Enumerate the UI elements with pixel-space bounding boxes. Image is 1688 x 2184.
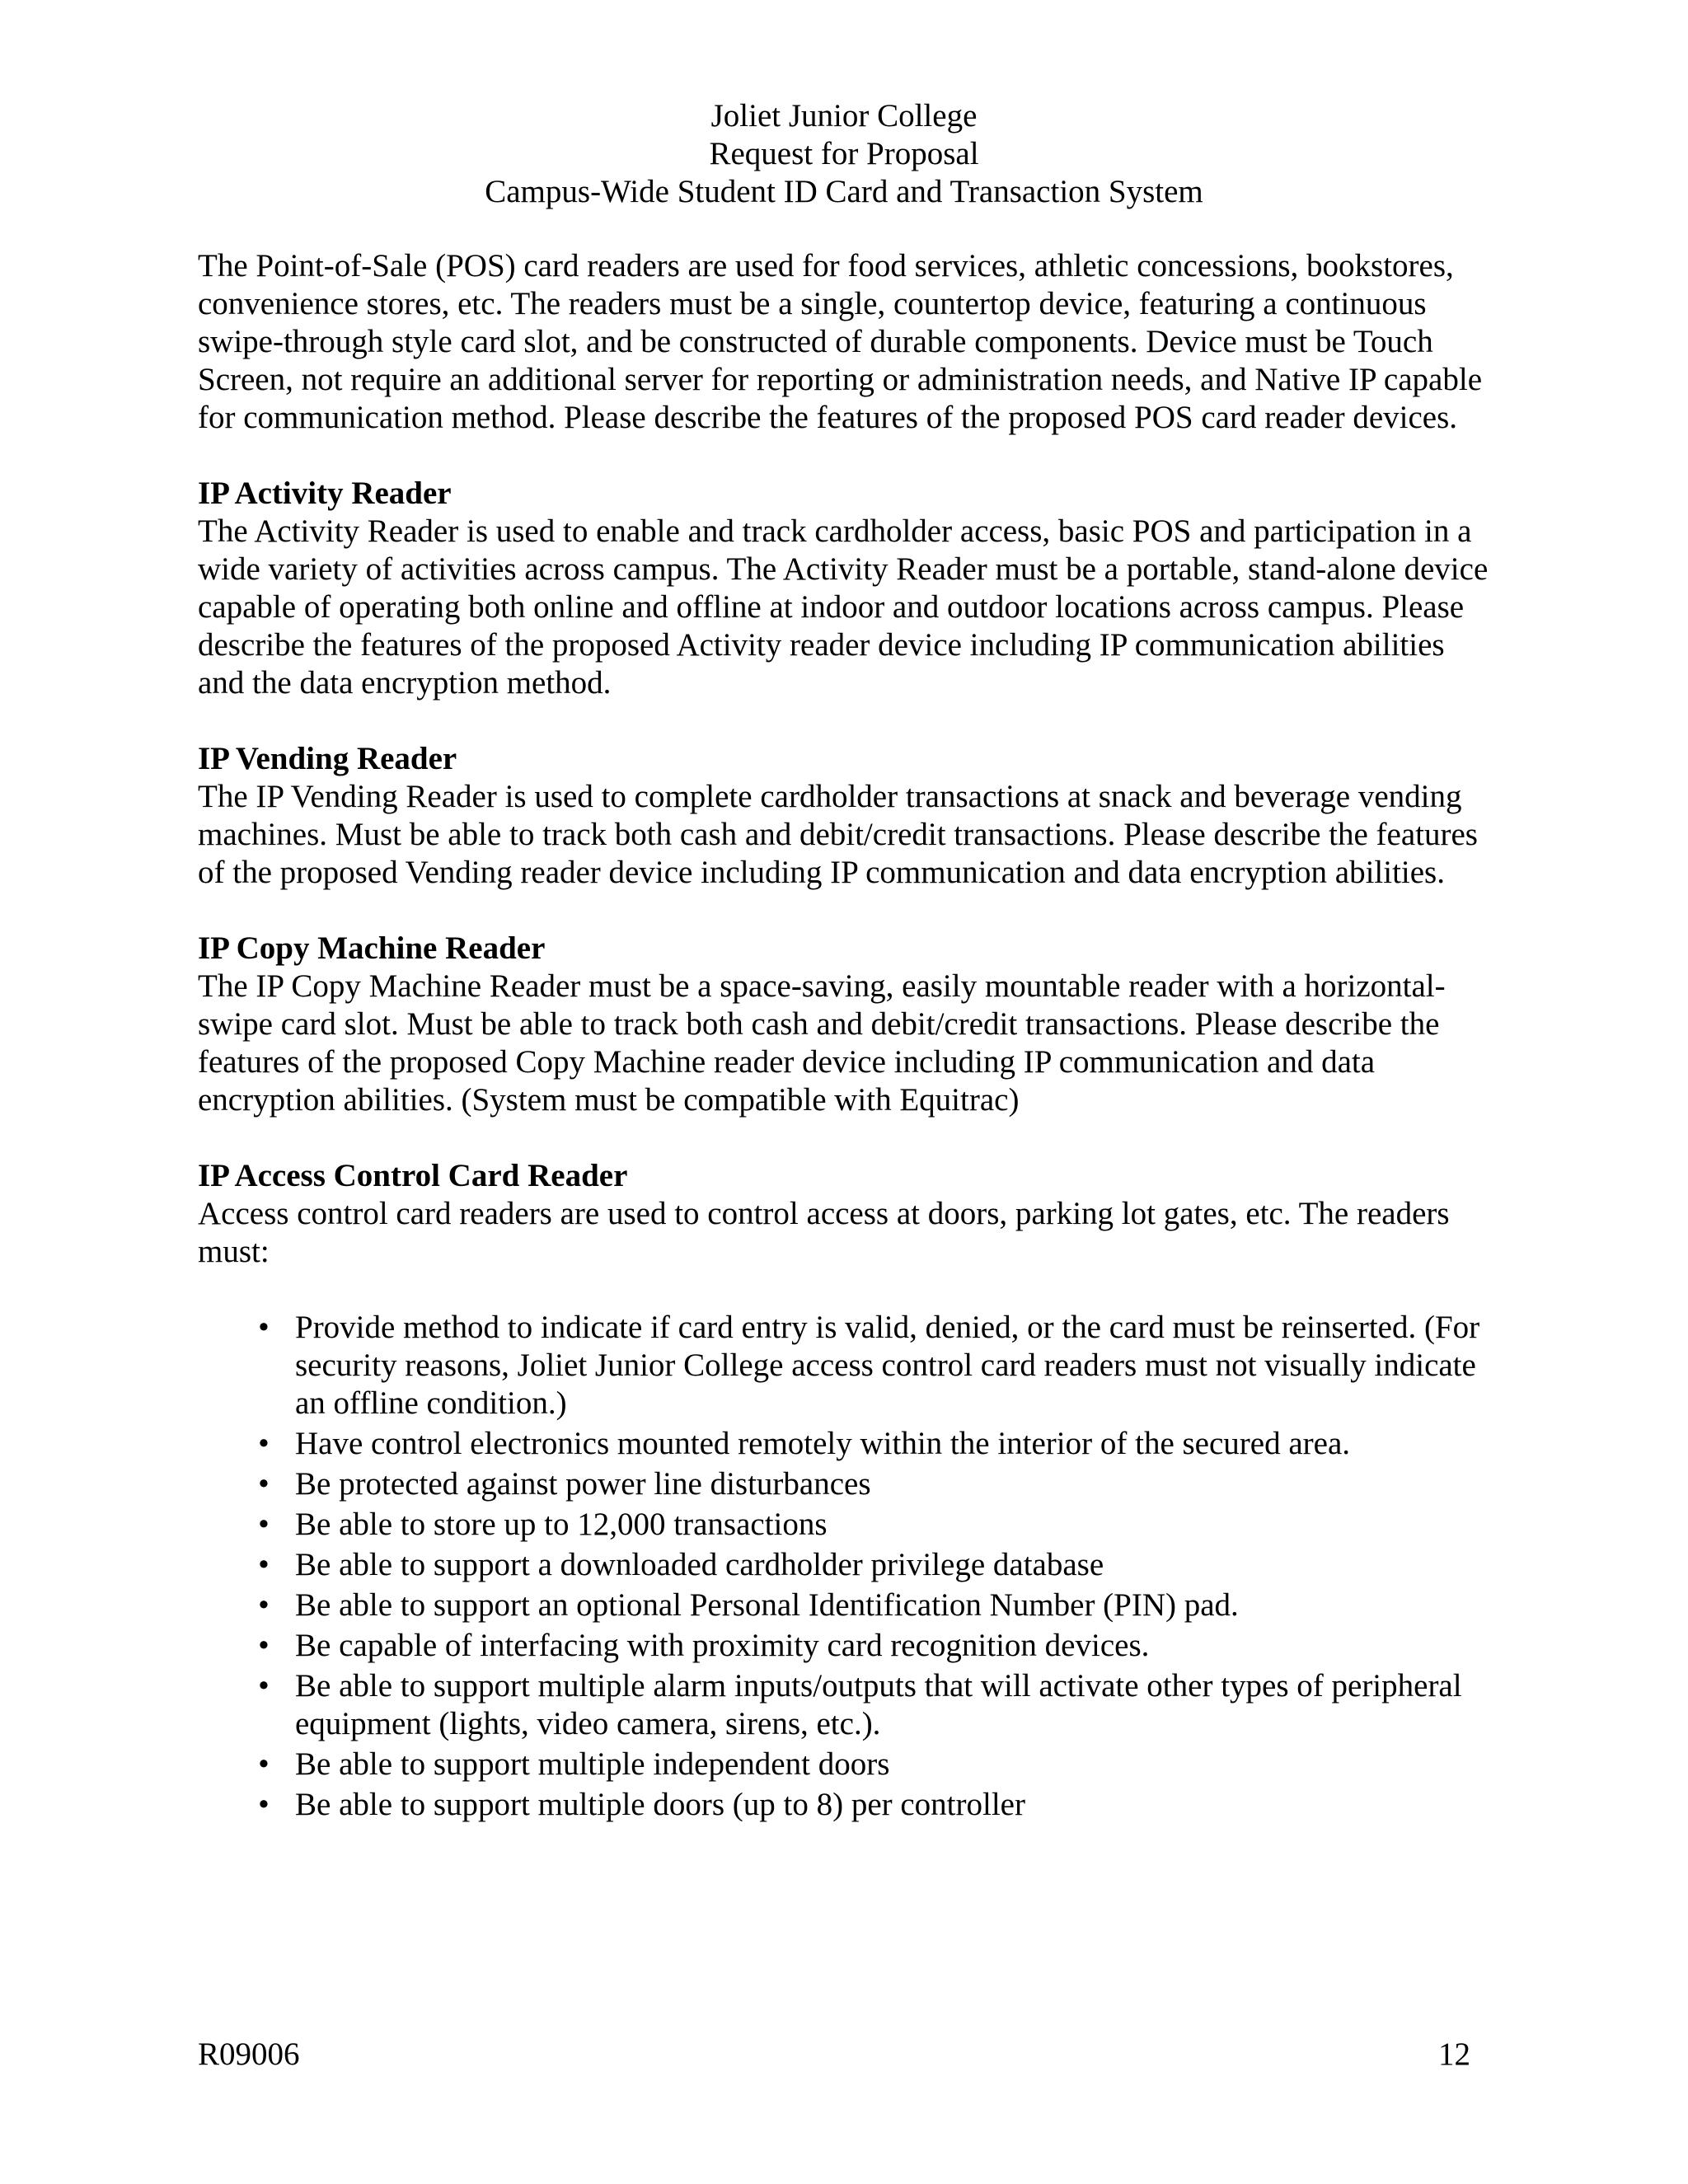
- section-title: IP Activity Reader: [198, 476, 452, 511]
- list-item: [198, 1465, 1492, 1503]
- list-item: [198, 1667, 1492, 1743]
- section-body: The Activity Reader is used to enable and track cardholder access, basic POS and participation in a wide variety of activities across campus. The Activity Reader must be a portable, stand-alone device capable of operating both online and offline at indoor and outdoor locations across campus. Please describe the features of the proposed Activity reader device including IP communication abilities and the data encryption method.: [198, 513, 1489, 701]
- bullet-icon: •: [258, 1547, 270, 1582]
- bullet-icon: •: [258, 1787, 270, 1822]
- list-item: [198, 1786, 1492, 1824]
- list-item-text: Be able to support multiple alarm inputs/outputs that will activate other types of peripheral equipment (lights, video camera, sirens, etc.).: [295, 1668, 1462, 1741]
- page-header: [0, 97, 1688, 211]
- section-body: The IP Copy Machine Reader must be a space-saving, easily mountable reader with a horizontal-swipe card slot. Must be able to track both cash and debit/credit transactions. Please describe the features of the proposed Copy Machine reader device including IP communication and data encryption abilities. (System must be compatible with Equitrac): [198, 968, 1446, 1118]
- section-vending-reader: [198, 740, 1492, 892]
- section-activity-reader: [198, 475, 1492, 702]
- header-project-title: Campus-Wide Student ID Card and Transaction System: [485, 174, 1203, 209]
- list-item: [198, 1546, 1492, 1584]
- list-item-text: Be capable of interfacing with proximity card recognition devices.: [295, 1628, 1150, 1663]
- section-body: Access control card readers are used to control access at doors, parking lot gates, etc. The readers must:: [198, 1196, 1450, 1269]
- requirements-list: [198, 1309, 1492, 1824]
- list-item-text: Be able to support multiple doors (up to 8) per controller: [295, 1787, 1025, 1822]
- list-item-text: Have control electronics mounted remotely within the interior of the secured area.: [295, 1426, 1351, 1461]
- list-item: [198, 1506, 1492, 1544]
- bullet-icon: •: [258, 1587, 270, 1623]
- section-title: IP Vending Reader: [198, 741, 457, 776]
- bullet-icon: •: [258, 1426, 270, 1461]
- list-item-text: Be protected against power line disturbances: [295, 1466, 871, 1502]
- footer-document-number: R09006: [198, 2036, 300, 2072]
- section-access-control-reader: [198, 1157, 1492, 1271]
- bullet-icon: •: [258, 1668, 270, 1704]
- section-copy-machine-reader: [198, 930, 1492, 1119]
- footer-page-number: 12: [1438, 2036, 1470, 2072]
- list-item-text: Be able to support an optional Personal Identification Number (PIN) pad.: [295, 1587, 1239, 1623]
- list-item: [198, 1309, 1492, 1422]
- bullet-icon: •: [258, 1310, 270, 1345]
- section-title: IP Access Control Card Reader: [198, 1158, 628, 1193]
- intro-paragraph: The Point-of-Sale (POS) card readers are used for food services, athletic concessions, bookstores, convenience stores, etc. The readers must be a single, countertop device, featuring a continuous swipe-through style card slot, and be constructed of durable components. Device must be Touch Screen, not require an additional server for reporting or administration needs, and Native IP capable for communication method. Please describe the features of the proposed POS card reader devices.: [198, 248, 1483, 435]
- list-item-text: Be able to support a downloaded cardholder privilege database: [295, 1547, 1104, 1582]
- bullet-icon: •: [258, 1507, 270, 1542]
- list-item: [198, 1586, 1492, 1624]
- section-body: The IP Vending Reader is used to complete cardholder transactions at snack and beverage vending machines. Must be able to track both cash and debit/credit transactions. Please describe the features of the proposed Vending reader device including IP communication and data encryption abilities.: [198, 779, 1478, 890]
- section-title: IP Copy Machine Reader: [198, 930, 546, 966]
- bullet-icon: •: [258, 1746, 270, 1782]
- list-item-text: Provide method to indicate if card entry is valid, denied, or the card must be reinserted. (For security reasons, Joliet Junior College access control card readers must not visually indicate an offline condition.): [295, 1310, 1480, 1421]
- document-body: [198, 247, 1492, 1826]
- list-item: [198, 1627, 1492, 1665]
- bullet-icon: •: [258, 1628, 270, 1663]
- list-item-text: Be able to support multiple independent doors: [295, 1746, 890, 1782]
- header-institution: Joliet Junior College: [710, 98, 978, 134]
- list-item-text: Be able to store up to 12,000 transactions: [295, 1507, 828, 1542]
- list-item: [198, 1746, 1492, 1783]
- header-document-type: Request for Proposal: [709, 136, 979, 171]
- bullet-icon: •: [258, 1466, 270, 1502]
- list-item: [198, 1425, 1492, 1463]
